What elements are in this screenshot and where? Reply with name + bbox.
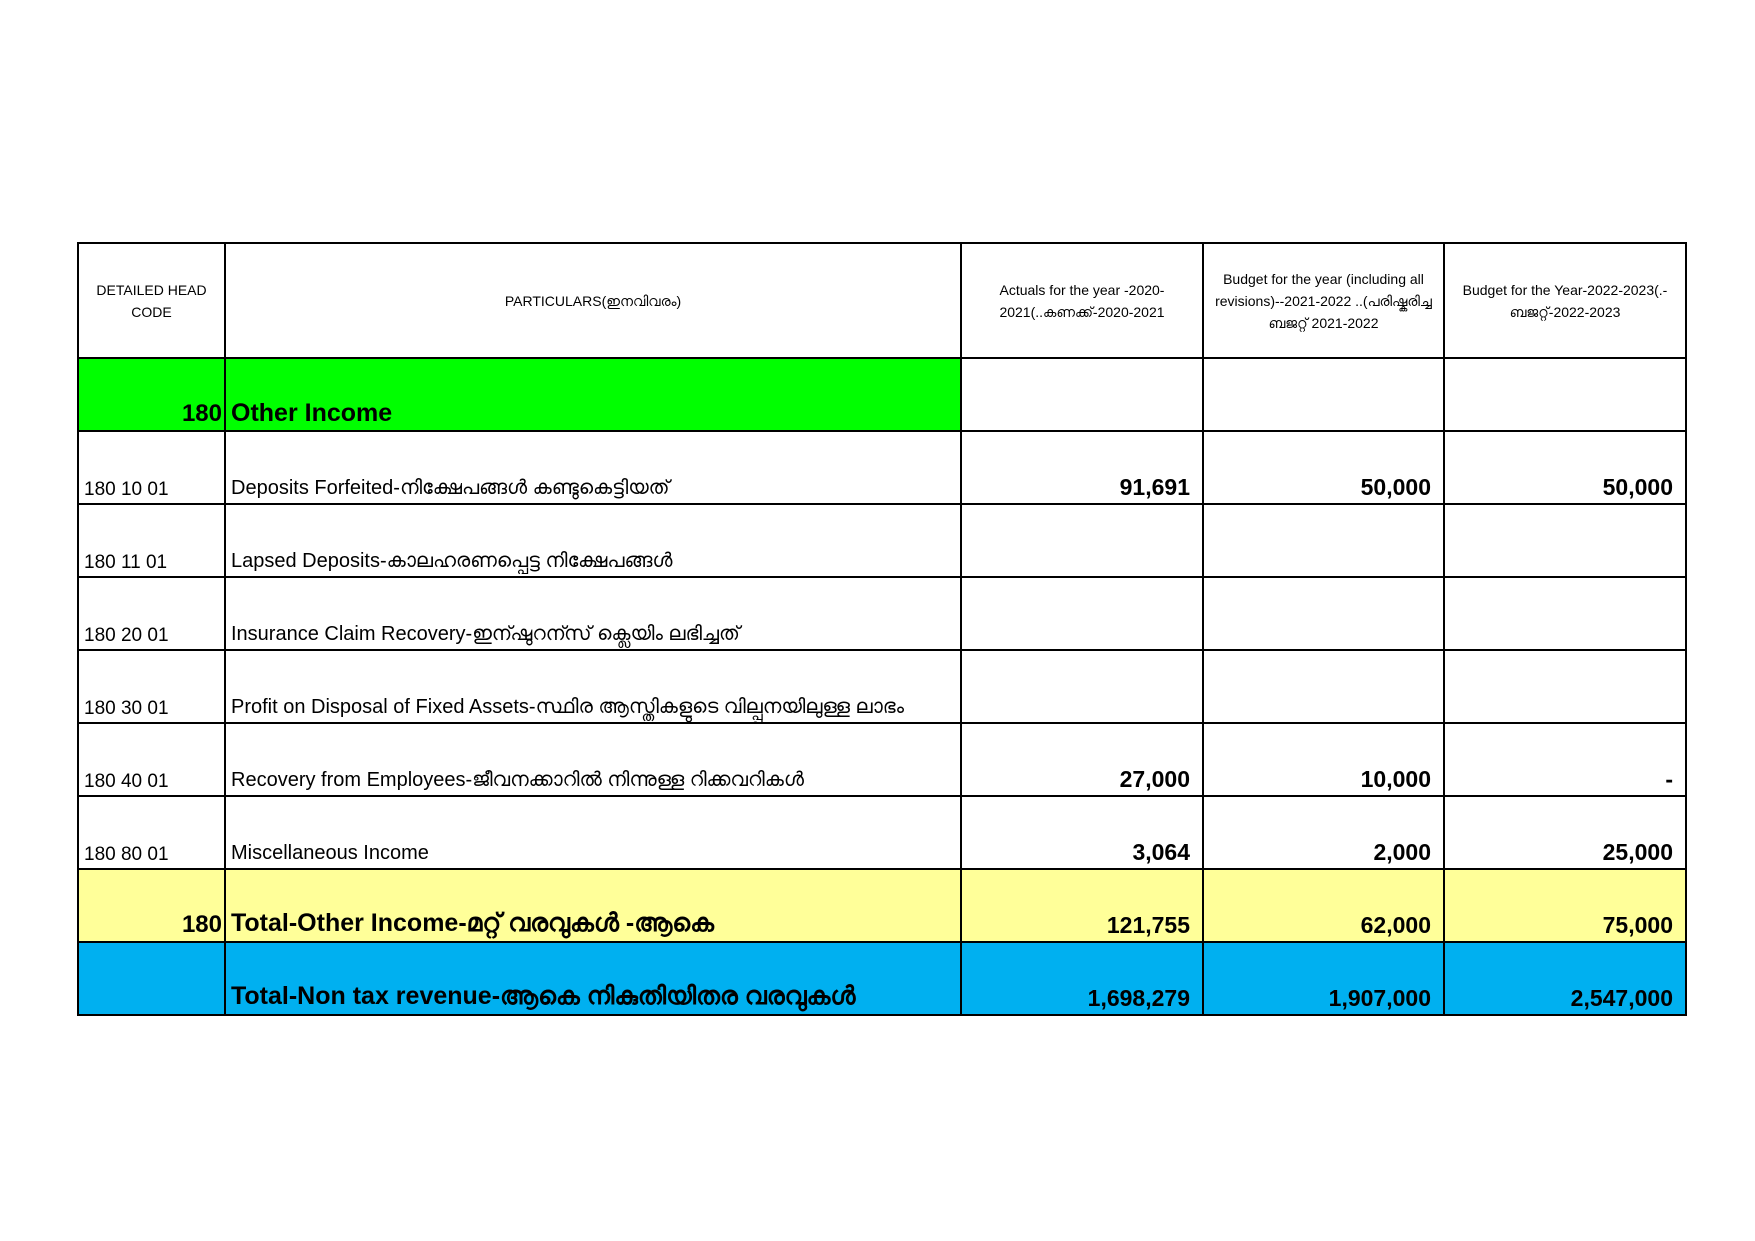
row-particulars: Lapsed Deposits-കാലഹരണപ്പെട്ട നിക്ഷേപങ്ങൾ [225, 504, 961, 577]
row-code: 180 30 01 [78, 650, 225, 723]
row-code: 180 10 01 [78, 431, 225, 504]
total-code: 180 [78, 869, 225, 942]
header-particulars: PARTICULARS(ഇനവിവരം) [225, 243, 961, 358]
row-code: 180 40 01 [78, 723, 225, 796]
table-row [78, 431, 1686, 504]
table-row [78, 577, 1686, 650]
row-actuals: 91,691 [961, 431, 1203, 504]
row-code: 180 20 01 [78, 577, 225, 650]
row-code: 180 80 01 [78, 796, 225, 869]
row-actuals: 27,000 [961, 723, 1203, 796]
row-budget-revised: 2,000 [1203, 796, 1444, 869]
row-budget-next [1444, 650, 1686, 723]
row-actuals [961, 577, 1203, 650]
table-row [78, 650, 1686, 723]
row-particulars: Profit on Disposal of Fixed Assets-സ്ഥിര ആസ്തികളുടെ വില്പ്പനയിലുള്ള ലാഭം [225, 650, 961, 723]
section-title: Other Income [225, 358, 961, 431]
section-empty-cell [1444, 358, 1686, 431]
table-row [78, 796, 1686, 869]
row-budget-revised [1203, 650, 1444, 723]
row-budget-revised [1203, 577, 1444, 650]
section-code: 180 [78, 358, 225, 431]
row-actuals: 3,064 [961, 796, 1203, 869]
row-code: 180 11 01 [78, 504, 225, 577]
total-actuals: 121,755 [961, 869, 1203, 942]
section-empty-cell [961, 358, 1203, 431]
row-particulars: Insurance Claim Recovery-ഇന്ഷുറന്സ് ക്ലെയിം ലഭിച്ചത് [225, 577, 961, 650]
section-empty-cell [1203, 358, 1444, 431]
header-budget-revised: Budget for the year (including all revisions)--2021-2022 ..(പരിഷ്കരിച്ച ബജറ്റ് 2021-2022 [1203, 243, 1444, 358]
row-budget-next [1444, 577, 1686, 650]
grand-total-row [78, 942, 1686, 1015]
row-actuals [961, 504, 1203, 577]
header-code: DETAILED HEAD CODE [78, 243, 225, 358]
header-actuals: Actuals for the year -2020-2021(..കണക്ക്-2020-2021 [961, 243, 1203, 358]
row-budget-next: 50,000 [1444, 431, 1686, 504]
row-particulars: Recovery from Employees-ജീവനക്കാറിൽ നിന്നുള്ള റിക്കവറികൾ [225, 723, 961, 796]
row-budget-revised: 50,000 [1203, 431, 1444, 504]
grand-total-code [78, 942, 225, 1015]
total-title: Total-Other Income-മറ്റ് വരവുകൾ -ആകെ [225, 869, 961, 942]
row-budget-next: 25,000 [1444, 796, 1686, 869]
table-row [78, 504, 1686, 577]
grand-total-title: Total-Non tax revenue-ആകെ നികുതിയിതര വരവുകൾ [225, 942, 961, 1015]
grand-total-actuals: 1,698,279 [961, 942, 1203, 1015]
total-row [78, 869, 1686, 942]
row-particulars: Miscellaneous Income [225, 796, 961, 869]
grand-total-budget-revised: 1,907,000 [1203, 942, 1444, 1015]
table-row [78, 723, 1686, 796]
row-budget-next [1444, 504, 1686, 577]
section-row [78, 358, 1686, 431]
row-budget-revised [1203, 504, 1444, 577]
budget-table [77, 242, 1687, 1016]
total-budget-next: 75,000 [1444, 869, 1686, 942]
row-particulars: Deposits Forfeited-നിക്ഷേപങ്ങൾ കണ്ടുകെട്ടിയത് [225, 431, 961, 504]
header-budget-next: Budget for the Year-2022-2023(.-ബജറ്റ്-2022-2023 [1444, 243, 1686, 358]
total-budget-revised: 62,000 [1203, 869, 1444, 942]
row-budget-next: - [1444, 723, 1686, 796]
row-budget-revised: 10,000 [1203, 723, 1444, 796]
row-actuals [961, 650, 1203, 723]
header-row [78, 243, 1686, 358]
grand-total-budget-next: 2,547,000 [1444, 942, 1686, 1015]
